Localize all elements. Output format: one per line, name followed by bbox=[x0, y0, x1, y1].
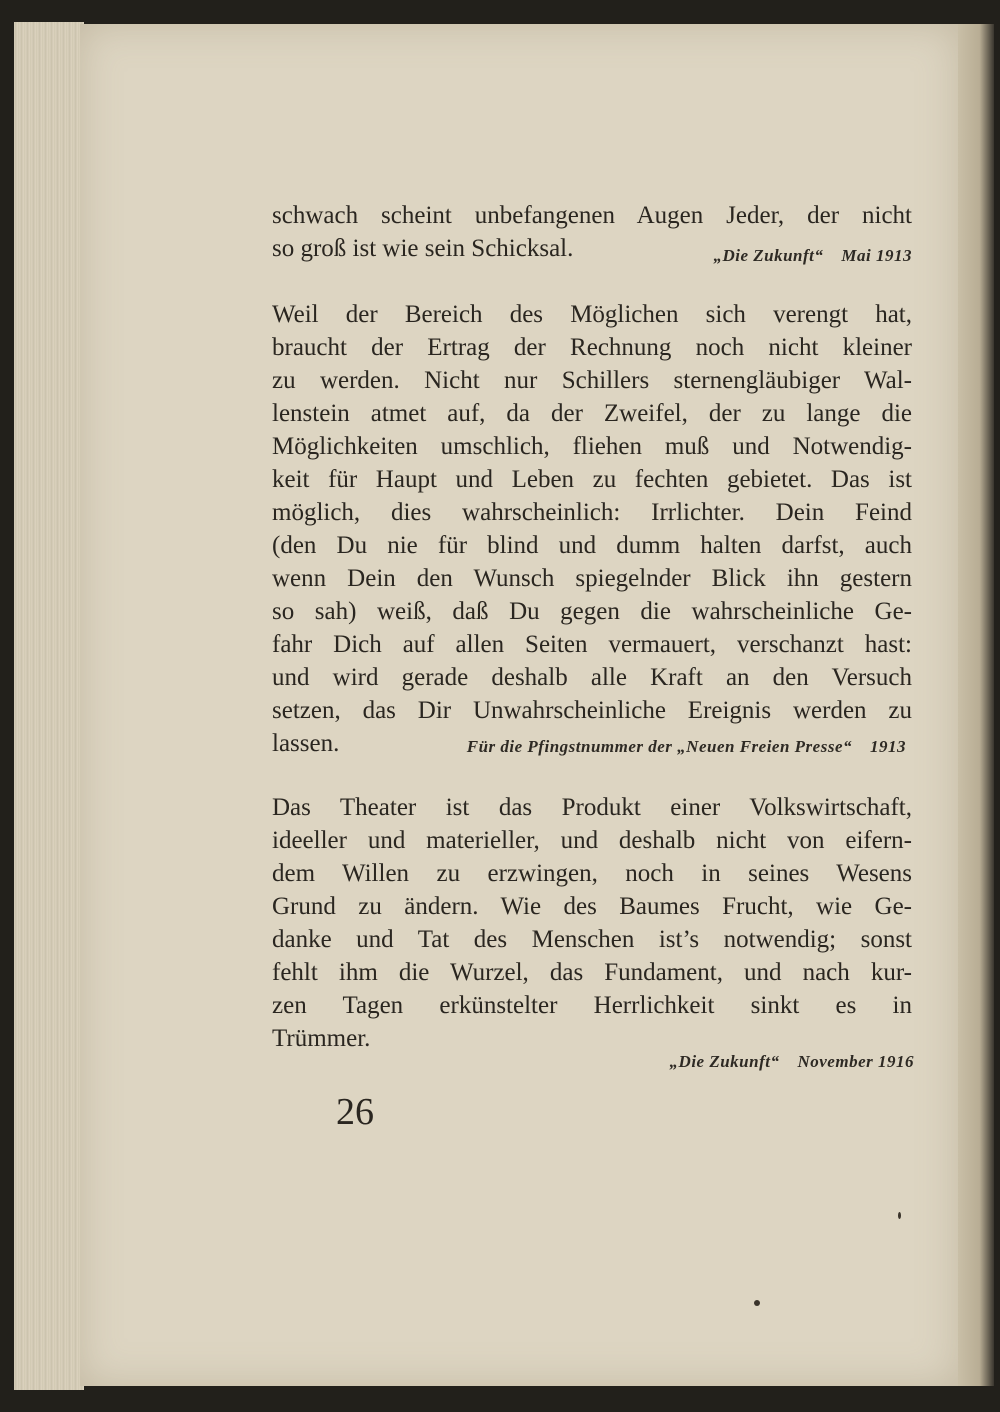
text-line: setzen, das Dir Unwahrscheinliche Ereignis werden zu bbox=[272, 697, 912, 724]
text-line: keit für Haupt und Leben zu fechten gebietet. Das ist bbox=[272, 466, 912, 493]
text-line: Möglichkeiten umschlich, fliehen muß und Notwendig- bbox=[272, 433, 912, 460]
text-line: ideeller und materieller, und deshalb nicht von eifern- bbox=[272, 827, 912, 854]
aphorism-3-final-row bbox=[272, 1022, 914, 1071]
text-line: Weil der Bereich des Möglichen sich verengt hat, bbox=[272, 301, 912, 328]
page-number: 26 bbox=[336, 1091, 374, 1133]
text-line: möglich, dies wahrscheinlich: Irrlichter. Dein Feind bbox=[272, 499, 912, 526]
text-line: fahr Dich auf allen Seiten vermauert, verschanzt hast: bbox=[272, 631, 912, 658]
paper-speck bbox=[754, 1300, 760, 1306]
aphorism-1 bbox=[272, 199, 912, 265]
text-line: braucht der Ertrag der Rechnung noch nicht kleiner bbox=[272, 334, 912, 361]
text-line: und wird gerade deshalb alle Kraft an den Versuch bbox=[272, 664, 912, 691]
citation-1 bbox=[713, 246, 912, 266]
aphorism-2-text bbox=[272, 298, 912, 727]
text-line: lenstein atmet auf, da der Zweifel, der zu lange die bbox=[272, 400, 912, 427]
citation-2 bbox=[467, 737, 906, 757]
aphorism-2-final-row bbox=[272, 727, 912, 760]
text-line: danke und Tat des Menschen ist’s notwendig; sonst bbox=[272, 926, 912, 953]
text-line: so sah) weiß, daß Du gegen die wahrscheinliche Ge- bbox=[272, 598, 912, 625]
citation-date: Mai 1913 bbox=[841, 246, 912, 265]
citation-source: „Die Zukunft“ bbox=[713, 246, 824, 265]
paper-speck bbox=[898, 1212, 901, 1219]
page-right-edge bbox=[958, 24, 994, 1386]
citation-source: „Die Zukunft“ bbox=[669, 1052, 780, 1071]
aphorism-2 bbox=[272, 298, 912, 760]
aphorism-1-text bbox=[272, 199, 912, 232]
citation-date: November 1916 bbox=[797, 1052, 914, 1071]
aphorism-3-text bbox=[272, 791, 912, 1022]
citation-3 bbox=[670, 1052, 914, 1072]
text-line-last: lassen. bbox=[272, 730, 340, 757]
aphorism-3 bbox=[272, 791, 914, 1071]
text-line: wenn Dein den Wunsch spiegelnder Blick ihn gestern bbox=[272, 565, 912, 592]
text-line: schwach scheint unbefangenen Augen Jeder, der nicht bbox=[272, 202, 912, 229]
aphorism-1-final-row bbox=[272, 232, 912, 265]
text-line: Das Theater ist das Produkt einer Volkswirtschaft, bbox=[272, 794, 912, 821]
page-stack-edges bbox=[14, 22, 84, 1390]
text-line: dem Willen zu erzwingen, noch in seines Wesens bbox=[272, 860, 912, 887]
text-line: zu werden. Nicht nur Schillers sternengläubiger Wal- bbox=[272, 367, 912, 394]
text-line: fehlt ihm die Wurzel, das Fundament, und nach kur- bbox=[272, 959, 912, 986]
text-line-last: Trümmer. bbox=[272, 1025, 371, 1052]
text-line: Grund zu ändern. Wie des Baumes Frucht, wie Ge- bbox=[272, 893, 912, 920]
text-line: zen Tagen erkünstelter Herrlichkeit sinkt es in bbox=[272, 992, 912, 1019]
citation-source: Für die Pfingstnummer der „Neuen Freien Presse“ bbox=[466, 737, 852, 756]
citation-date: 1913 bbox=[870, 737, 906, 756]
text-line: (den Du nie für blind und dumm halten darfst, auch bbox=[272, 532, 912, 559]
text-line-last: so groß ist wie sein Schicksal. bbox=[272, 235, 574, 262]
